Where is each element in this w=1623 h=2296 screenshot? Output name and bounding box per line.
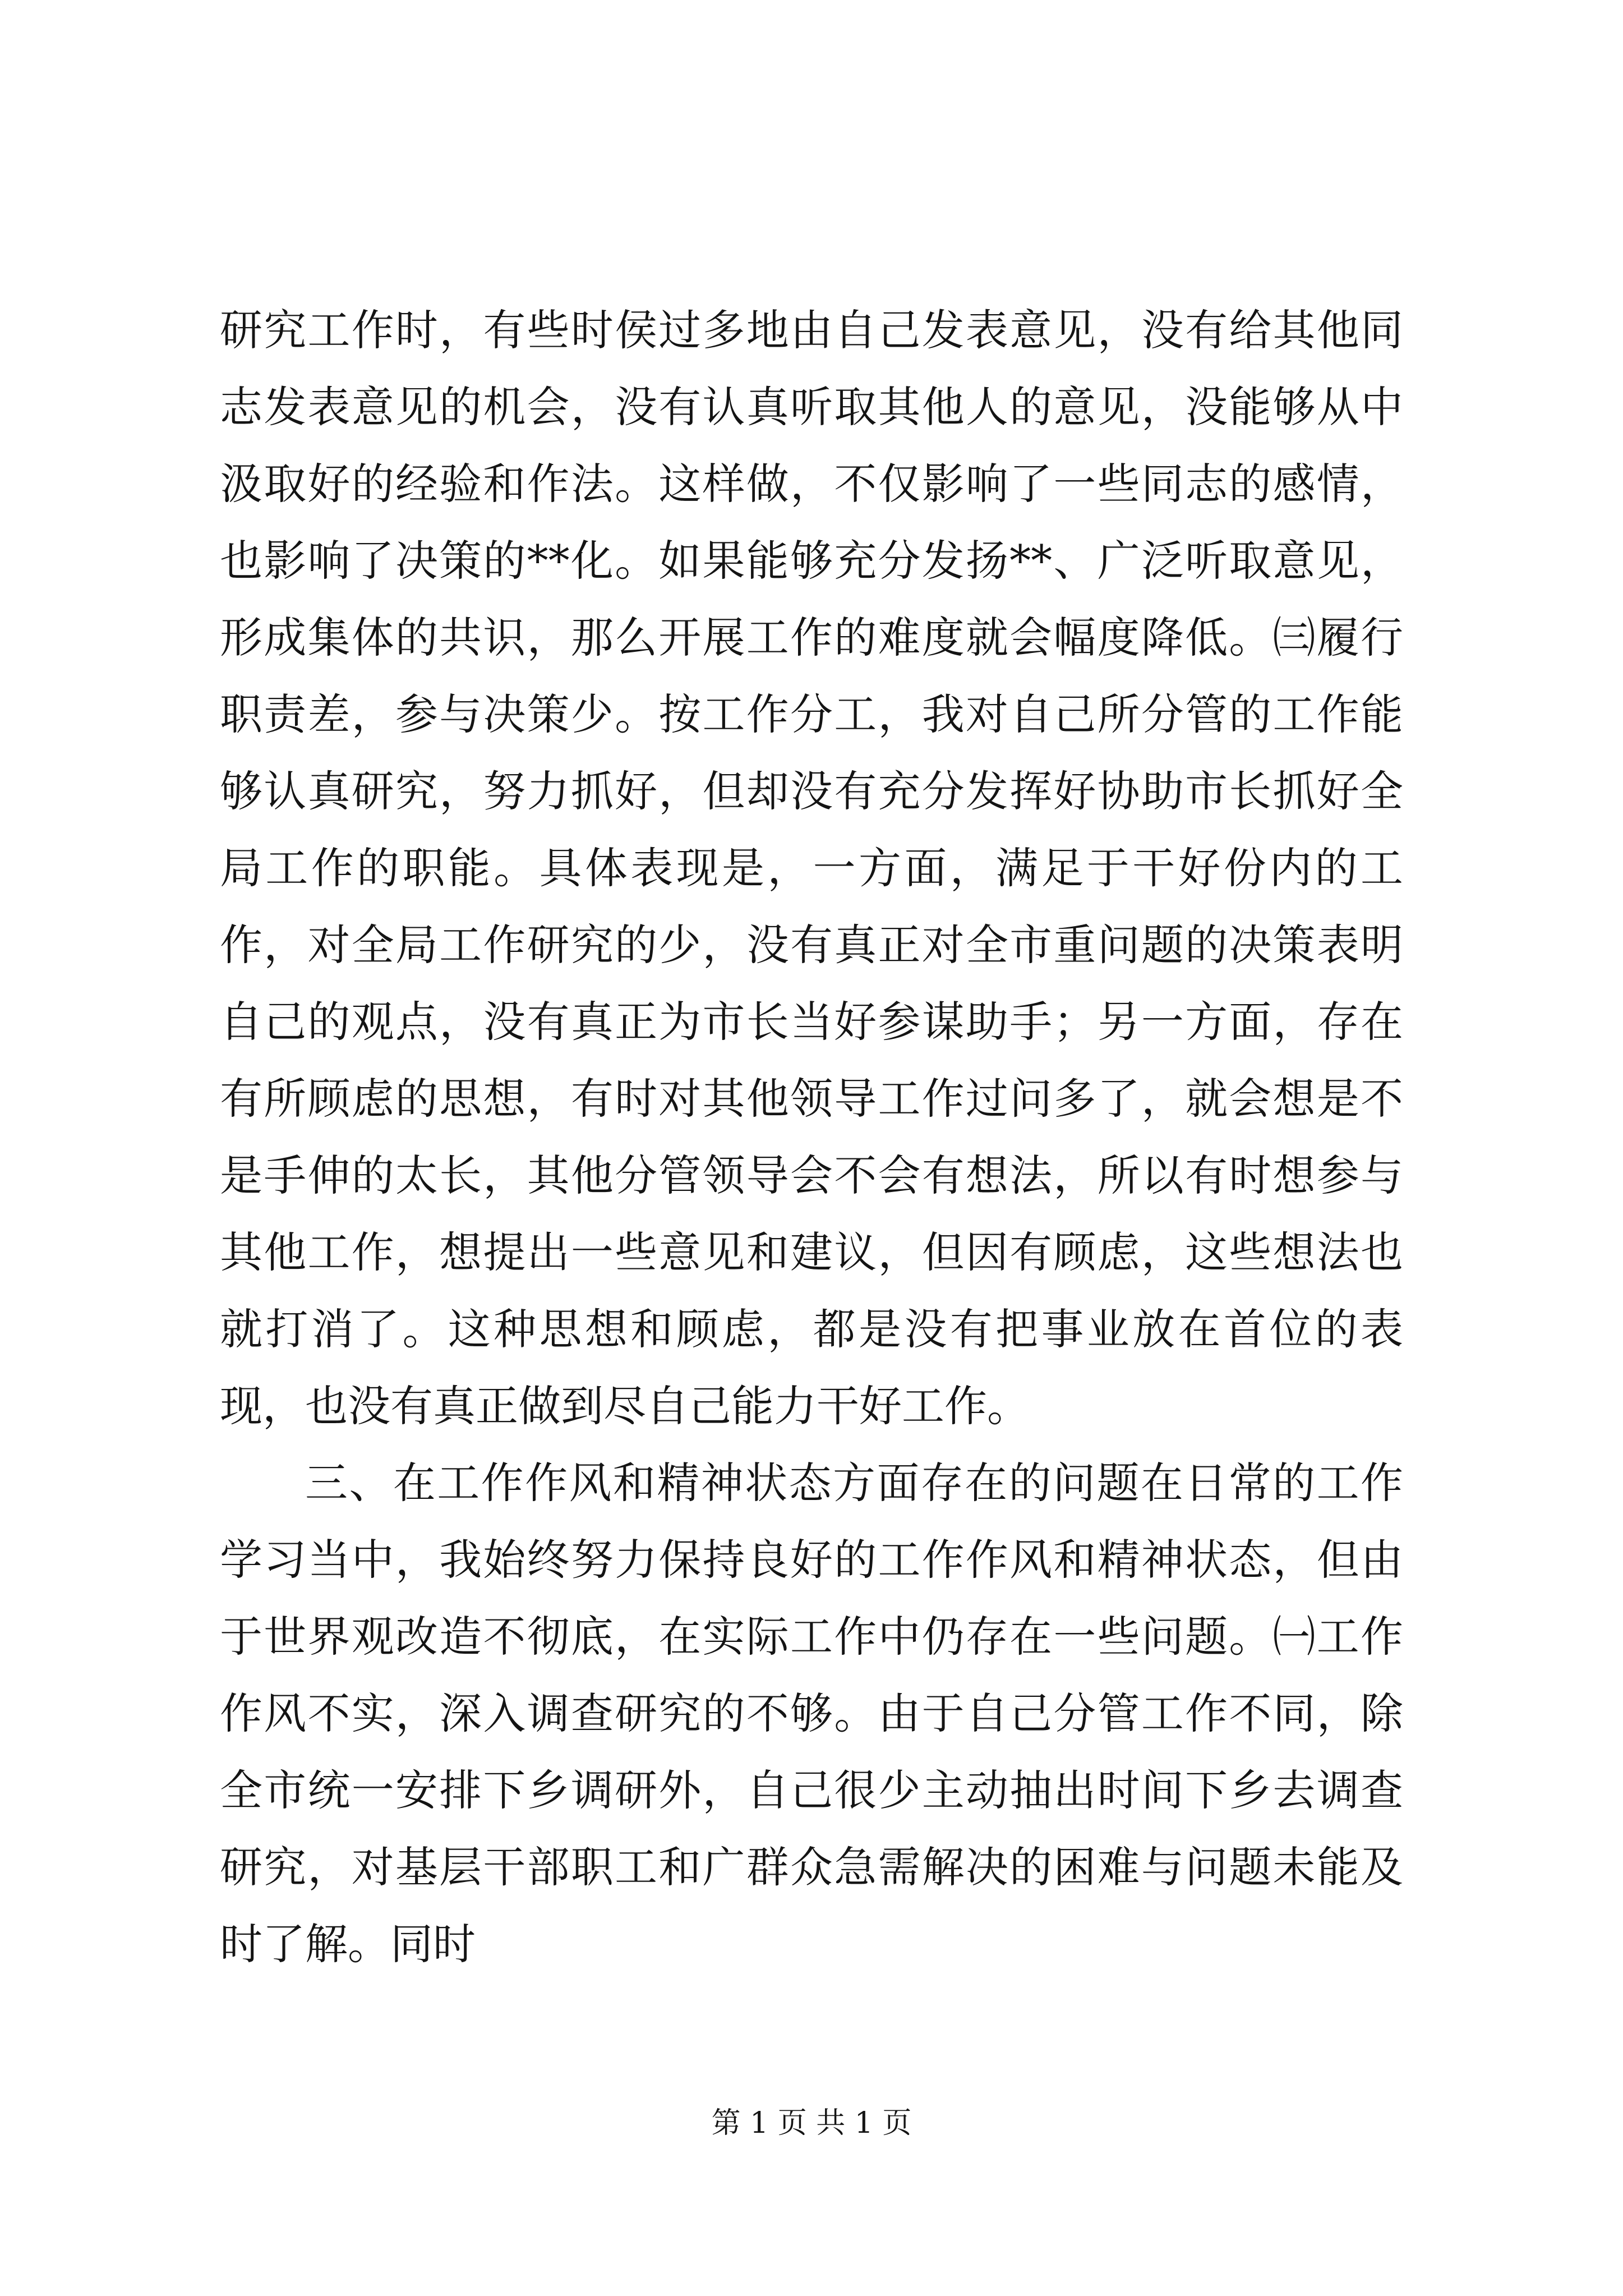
paragraph-1: 研究工作时，有些时侯过多地由自己发表意见，没有给其他同志发表意见的机会，没有认真听取其他人的意见，没能够从中汲取好的经验和作法。这样做，不仅影响了一些同志的感情，也影响了决策的**化。如果能够充分发扬**、广泛听取意见，形成集体的共识，那么开展工作的难度就会幅度降低。㈢履行职责差，参与决策少。按工作分工，我对自己所分管的工作能够认真研究，努力抓好，但却没有充分发挥好协助市长抓好全局工作的职能。具体表现是，一方面，满足于干好份内的工作，对全局工作研究的少，没有真正对全市重问题的决策表明自己的观点，没有真正为市长当好参谋助手；另一方面，存在有所顾虑的思想，有时对其他领导工作过问多了，就会想是不是手伸的太长，其他分管领导会不会有想法，所以有时想参与其他工作，想提出一些意见和建议，但因有顾虑，这些想法也就打消了。这种思想和顾虑，都是没有把事业放在首位的表现，也没有真正做到尽自己能力干好工作。 bbox=[220, 305, 1403, 1431]
page-footer: 第 1 页 共 1 页 bbox=[711, 2106, 912, 2140]
paragraph-2: 三、在工作作风和精神状态方面存在的问题在日常的工作学习当中，我始终努力保持良好的工作作风和精神状态，但由于世界观改造不彻底，在实际工作中仍存在一些问题。㈠工作作风不实，深入调查研究的不够。由于自己分管工作不同，除全市统一安排下乡调研外，自己很少主动抽出时间下乡去调查研究，对基层干部职工和广群众急需解决的困难与问题未能及时了解。同时 bbox=[220, 1458, 1403, 1969]
document-body bbox=[220, 292, 1403, 1982]
